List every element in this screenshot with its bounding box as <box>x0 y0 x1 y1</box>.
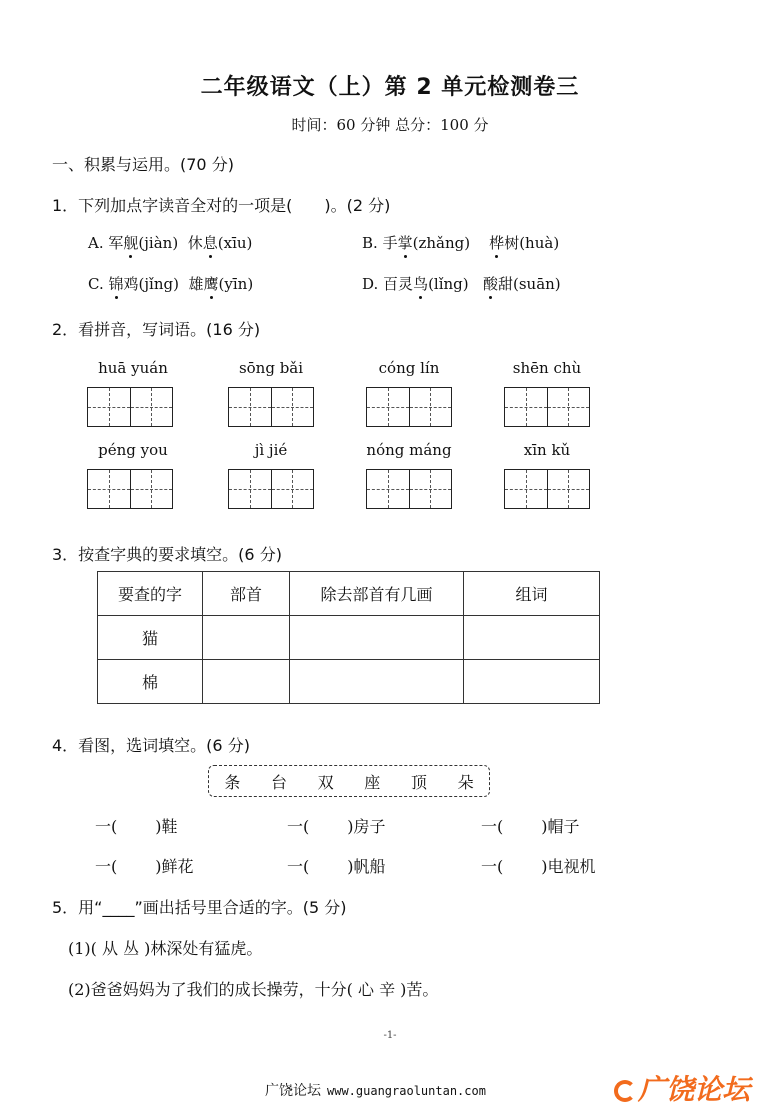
pinyin-label: nóng máng <box>366 441 452 459</box>
question-4-prompt: 4．看图，选词填空。(6 分) <box>52 736 250 755</box>
pinyin-label: shēn chù <box>512 359 582 377</box>
option-b: B. 手掌(zhǎng) 桦树(huà) <box>362 234 560 252</box>
question-3-prompt: 3．按查字典的要求填空。(6 分) <box>52 545 282 564</box>
tianzige-box[interactable] <box>366 387 452 427</box>
pinyin-label: xīn kǔ <box>523 441 571 459</box>
section-heading: 一、积累与运用。(70 分) <box>52 155 234 174</box>
word-bank <box>208 765 490 797</box>
tianzige-box[interactable] <box>504 387 590 427</box>
pinyin-label: sōng bǎi <box>238 359 304 377</box>
answer-cell[interactable] <box>464 660 600 704</box>
answer-cell[interactable] <box>203 616 290 660</box>
word-option: 顶 <box>410 772 427 792</box>
fill-blank-item[interactable]: 一( )帽子 <box>481 817 580 836</box>
question-5-item[interactable]: (1)( 从 丛 )林深处有猛虎。 <box>68 939 263 958</box>
tianzige-box[interactable] <box>228 469 314 509</box>
word-option: 座 <box>364 772 381 792</box>
word-option: 台 <box>270 772 287 792</box>
option-a: A. 军舰(jiàn) 休息(xīu) <box>88 234 253 252</box>
table-row <box>98 660 600 704</box>
tianzige-box[interactable] <box>366 469 452 509</box>
table-row <box>98 616 600 660</box>
exam-info: 时间：60 分钟 总分：100 分 <box>291 116 489 134</box>
tianzige-box[interactable] <box>87 387 173 427</box>
pinyin-label: péng you <box>98 441 168 459</box>
option-d: D. 百灵鸟(lǐng) 酸甜(suān) <box>362 275 561 293</box>
word-option: 朵 <box>457 772 474 792</box>
pinyin-label: cóng lín <box>378 359 440 377</box>
page-number: -1- <box>383 1030 397 1041</box>
tianzige-box[interactable] <box>87 469 173 509</box>
answer-cell[interactable] <box>290 616 464 660</box>
dictionary-table <box>97 571 600 704</box>
page-title: 二年级语文（上）第 2 单元检测卷三 <box>200 75 580 100</box>
pinyin-label: huā yuán <box>98 359 168 377</box>
question-5-prompt: 5．用“____”画出括号里合适的字。(5 分) <box>52 898 347 917</box>
word-option: 条 <box>224 772 241 792</box>
footer <box>265 1080 486 1100</box>
word-option: 双 <box>317 772 334 792</box>
table-header: 要查的字 <box>98 572 203 616</box>
question-1-prompt: 1．下列加点字读音全对的一项是( )。(2 分) <box>52 196 391 215</box>
table-header: 部首 <box>203 572 290 616</box>
table-header: 除去部首有几画 <box>290 572 464 616</box>
question-5-item[interactable]: (2)爸爸妈妈为了我们的成长操劳，十分( 心 辛 )苦。 <box>68 980 439 999</box>
option-c: C. 锦鸡(jǐng) 雄鹰(yīn) <box>88 275 254 293</box>
fill-blank-item[interactable]: 一( )房子 <box>287 817 386 836</box>
answer-cell[interactable] <box>203 660 290 704</box>
pinyin-label: jì jié <box>254 441 288 459</box>
fill-blank-item[interactable]: 一( )电视机 <box>481 857 596 876</box>
question-2-prompt: 2．看拼音，写词语。(16 分) <box>52 320 261 339</box>
fill-blank-item[interactable]: 一( )鞋 <box>95 817 178 836</box>
tianzige-box[interactable] <box>504 469 590 509</box>
table-cell: 棉 <box>98 660 203 704</box>
site-logo: 广饶论坛 <box>614 1068 750 1108</box>
footer-url[interactable]: www.guangraoluntan.com <box>327 1084 486 1098</box>
tianzige-box[interactable] <box>228 387 314 427</box>
fill-blank-item[interactable]: 一( )帆船 <box>287 857 386 876</box>
table-header: 组词 <box>464 572 600 616</box>
answer-cell[interactable] <box>464 616 600 660</box>
footer-site-name: 广饶论坛 <box>265 1083 321 1099</box>
table-cell: 猫 <box>98 616 203 660</box>
logo-mark-icon <box>614 1080 636 1102</box>
fill-blank-item[interactable]: 一( )鲜花 <box>95 857 194 876</box>
answer-cell[interactable] <box>290 660 464 704</box>
